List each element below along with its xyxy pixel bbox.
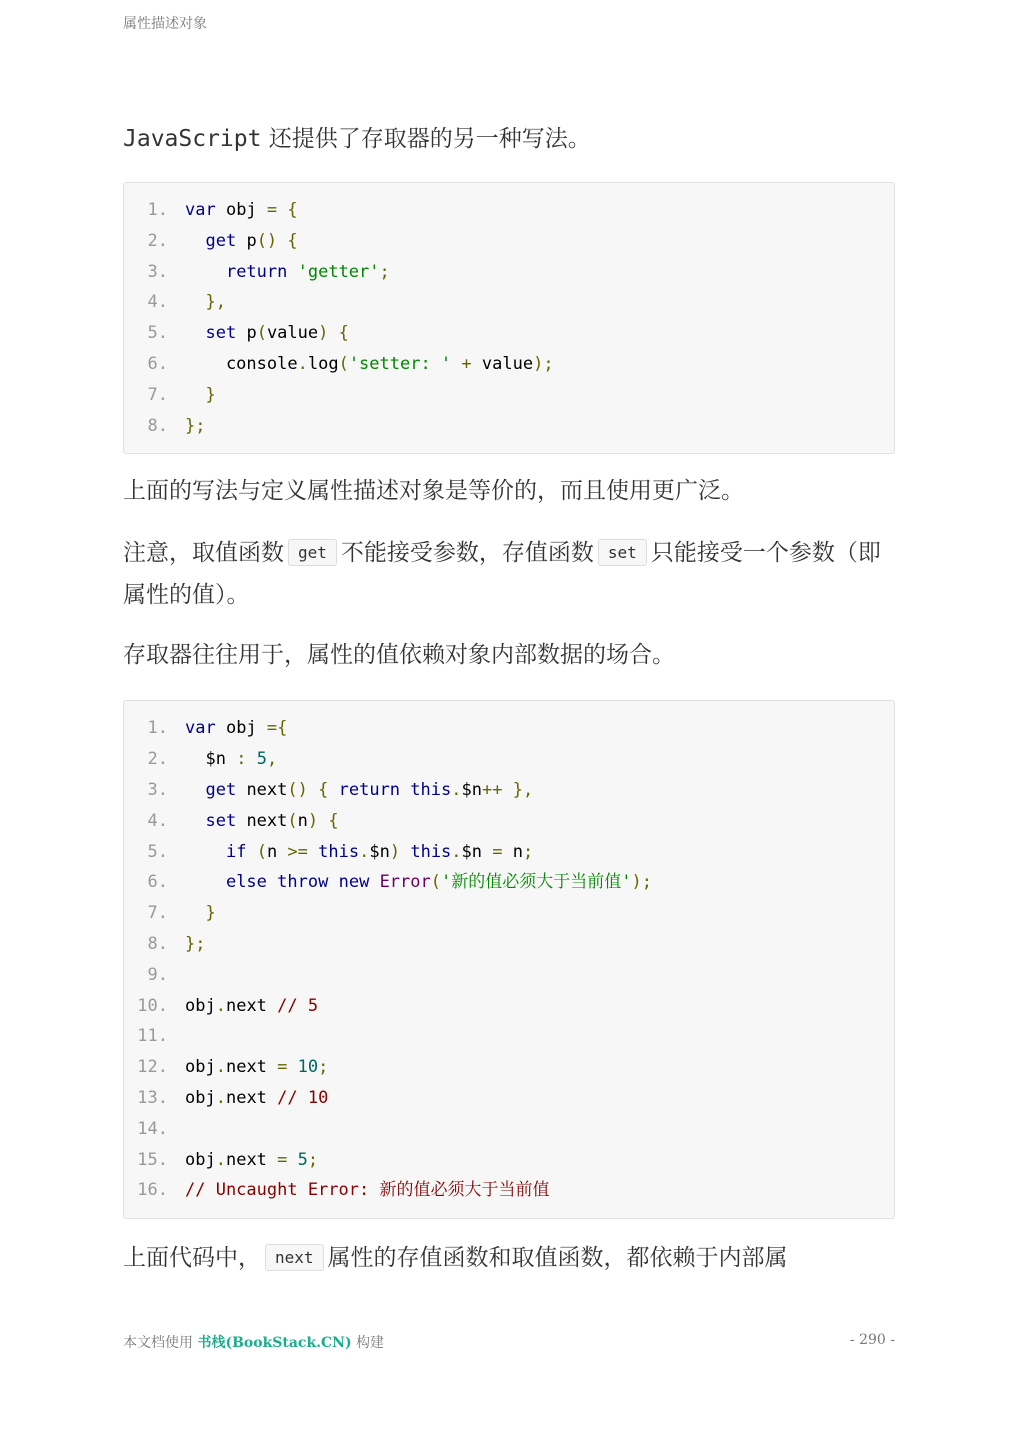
line-number: 10. (137, 995, 168, 1016)
code-token: } (205, 903, 216, 924)
code-line (124, 898, 894, 929)
code-text (185, 806, 339, 837)
code-token: return (338, 779, 401, 800)
code-token: , (266, 749, 278, 770)
footer-prefix: 本文档使用 (123, 1335, 198, 1351)
code-token: 'getter' (297, 261, 380, 282)
code-token: . (451, 779, 462, 800)
code-token: else (225, 872, 267, 893)
code-line (124, 195, 894, 226)
code-token: ); (533, 353, 554, 374)
code-token: get (205, 779, 237, 800)
code-token (185, 811, 205, 831)
code-token: }; (185, 933, 206, 954)
code-token: () (287, 779, 308, 800)
line-number: 5. (147, 323, 168, 344)
code-line (124, 1114, 894, 1145)
code-token (185, 872, 226, 892)
inline-code-set: set (598, 539, 647, 566)
paragraph-equivalence: 上面的写法与定义属性描述对象是等价的，而且使用更广泛。 (123, 478, 744, 505)
line-number: 6. (147, 353, 168, 374)
code-text (185, 226, 298, 257)
code-token: if (225, 841, 247, 862)
code-token: + (461, 353, 472, 374)
line-number: 1. (147, 718, 168, 739)
code-token: ( (256, 841, 267, 862)
code-token: ; (307, 1149, 319, 1170)
code-token: log (307, 353, 339, 374)
code-token: ; (318, 1057, 329, 1078)
code-token (287, 1150, 297, 1170)
code-token: }, (205, 292, 226, 313)
code-text (185, 318, 349, 349)
note-text-3: 只能接受一个参数（即属性的值）。 (123, 540, 881, 609)
code-token: n (502, 841, 523, 862)
code-token: } (205, 384, 216, 405)
code-token: obj (215, 200, 267, 220)
code-token (287, 262, 297, 282)
code-line (124, 806, 894, 837)
code-token: Error (379, 872, 431, 893)
code-line (124, 867, 894, 898)
code-token: ++ (481, 779, 503, 800)
page-header: 属性描述对象 (123, 16, 207, 32)
code-line (124, 287, 894, 318)
code-text (185, 1021, 195, 1052)
code-text (185, 898, 216, 929)
code-block-accessor (123, 182, 895, 454)
code-token: next (236, 779, 288, 800)
page-footer (123, 1332, 384, 1352)
line-number: 2. (147, 230, 168, 251)
code-token: () (256, 230, 278, 251)
line-number: 8. (147, 933, 168, 954)
code-text (185, 837, 533, 868)
code-token: var (185, 200, 216, 220)
code-token (400, 842, 410, 862)
line-number: 4. (147, 810, 168, 831)
code-token: 5 (256, 749, 267, 770)
code-token: obj (185, 1149, 216, 1170)
code-token (277, 200, 287, 220)
line-number: 7. (147, 384, 168, 405)
code-line (124, 929, 894, 960)
paragraph-usage: 存取器往往用于，属性的值依赖对象内部数据的场合。 (123, 642, 675, 669)
code-token: { (338, 323, 349, 344)
code-token: this (410, 779, 452, 800)
code-line (124, 349, 894, 380)
line-number: 2. (147, 749, 168, 770)
code-token: n (297, 810, 308, 831)
line-number: 12. (137, 1057, 168, 1078)
explanation-text-1: 上面代码中， (123, 1245, 261, 1272)
code-token (451, 354, 461, 374)
code-text (185, 713, 287, 744)
line-number: 9. (147, 964, 168, 985)
code-token (277, 231, 287, 251)
code-token (287, 1057, 297, 1077)
code-token: next (236, 810, 288, 831)
code-token: // 5 (277, 995, 319, 1016)
code-token (185, 903, 205, 923)
code-token: value (471, 353, 534, 374)
code-token: ) (307, 810, 319, 831)
code-token: next (225, 995, 278, 1016)
code-token: . (451, 841, 462, 862)
code-token: = (266, 200, 278, 220)
code-token: = (277, 1149, 288, 1170)
code-token: return (225, 261, 288, 282)
page-number: - 290 - (849, 1332, 895, 1348)
paragraph-note (123, 532, 895, 616)
code-token: set (205, 323, 237, 344)
code-token: obj (185, 1087, 216, 1108)
code-line (124, 1145, 894, 1176)
code-line (124, 1083, 894, 1114)
line-number: 14. (137, 1118, 168, 1139)
code-line (124, 775, 894, 806)
code-token: var (185, 718, 216, 739)
paragraph-explanation (123, 1237, 895, 1279)
code-text (185, 1052, 328, 1083)
code-token: set (205, 810, 237, 831)
line-number: 1. (147, 200, 168, 220)
code-text (185, 349, 554, 380)
code-token: // Uncaught Error: 新的值必须大于当前值 (185, 1180, 550, 1201)
bookstack-link[interactable]: 书栈(BookStack.CN) (197, 1335, 352, 1351)
code-token (502, 780, 512, 800)
code-token: { (287, 230, 298, 251)
code-token (185, 780, 205, 800)
code-token: ; (379, 261, 390, 282)
note-text-1: 注意，取值函数 (123, 540, 284, 567)
code-line (124, 411, 894, 442)
code-token: 5 (297, 1149, 308, 1170)
code-line (124, 1052, 894, 1083)
document-body (123, 118, 895, 1279)
code-token: ) (318, 323, 329, 344)
code-line (124, 257, 894, 288)
code-token: = (277, 1057, 288, 1078)
line-number: 6. (147, 872, 168, 893)
code-line (124, 744, 894, 775)
code-token: new (338, 872, 370, 893)
inline-code-get: get (288, 539, 337, 566)
line-number: 7. (147, 903, 168, 924)
code-line (124, 226, 894, 257)
code-token (185, 842, 226, 862)
code-token: next (225, 1057, 278, 1078)
paragraph-intro (123, 118, 895, 160)
code-token: ) (389, 841, 401, 862)
code-token: 'setter: ' (348, 353, 452, 374)
code-token (185, 292, 205, 312)
code-token: ( (256, 323, 267, 344)
code-token (328, 872, 338, 892)
code-token: $n (185, 749, 237, 770)
line-number: 8. (147, 415, 168, 436)
code-token (308, 842, 318, 862)
code-token (185, 323, 205, 343)
code-text (185, 991, 318, 1022)
code-token (185, 231, 205, 251)
code-token (246, 842, 256, 862)
code-token: = (492, 841, 503, 862)
code-token (400, 780, 410, 800)
code-token: // 10 (277, 1087, 329, 1108)
code-token: { (287, 200, 298, 220)
code-token: $n (369, 841, 390, 862)
code-token (328, 780, 338, 800)
code-token (185, 262, 226, 282)
code-token: $n (461, 779, 482, 800)
note-text-2: 不能接受参数，存值函数 (340, 540, 594, 567)
line-number: 3. (147, 261, 168, 282)
code-token: ; (523, 841, 534, 862)
code-token: console (185, 353, 298, 374)
code-token: 10 (297, 1057, 319, 1078)
line-number: 5. (147, 841, 168, 862)
code-text (185, 775, 533, 806)
code-token (308, 780, 318, 800)
code-token: p (236, 323, 257, 344)
code-text (185, 929, 205, 960)
javascript-term: JavaScript (123, 126, 262, 152)
code-token: value (266, 323, 319, 344)
line-number: 4. (147, 292, 168, 313)
code-text (185, 257, 390, 288)
code-token: $n (461, 841, 493, 862)
code-line (124, 1021, 894, 1052)
line-number: 11. (137, 1026, 168, 1047)
code-token: this (318, 841, 360, 862)
paragraph-intro-text: 还提供了存取器的另一种写法。 (261, 126, 591, 152)
code-line (124, 380, 894, 411)
code-token: . (359, 841, 370, 862)
code-text (185, 287, 226, 318)
code-token (267, 872, 277, 892)
code-token: p (236, 230, 257, 251)
line-number: 15. (137, 1149, 168, 1170)
code-token: . (297, 353, 308, 374)
code-token: n (266, 841, 288, 862)
code-token: next (225, 1149, 278, 1170)
code-text (185, 1145, 318, 1176)
code-token: : (236, 749, 247, 770)
code-token: ( (287, 810, 298, 831)
code-token: . (215, 995, 226, 1016)
code-line (124, 991, 894, 1022)
code-line (124, 713, 894, 744)
code-token: ( (338, 353, 349, 374)
line-number: 13. (137, 1087, 168, 1108)
inline-code-next: next (265, 1244, 324, 1271)
code-token (318, 811, 328, 831)
code-token (185, 385, 205, 405)
code-text (185, 1175, 549, 1206)
explanation-text-2: 属性的存值函数和取值函数，都依赖于内部属 (327, 1245, 788, 1272)
code-block-next (123, 700, 895, 1219)
code-text (185, 960, 195, 991)
code-token: ={ (266, 718, 288, 739)
code-token: throw (277, 872, 329, 893)
code-token: obj (185, 995, 216, 1016)
code-token: obj (215, 718, 267, 739)
code-text (185, 867, 652, 898)
code-token: }; (185, 415, 206, 436)
code-line (124, 1175, 894, 1206)
code-token (328, 323, 338, 343)
code-token: this (410, 841, 452, 862)
code-line (124, 837, 894, 868)
line-number: 16. (137, 1180, 168, 1201)
code-line (124, 318, 894, 349)
code-token: obj (185, 1057, 216, 1078)
code-token (246, 749, 256, 769)
line-number: 3. (147, 779, 168, 800)
code-token: ); (631, 872, 652, 893)
code-token: >= (287, 841, 308, 862)
code-text (185, 380, 216, 411)
code-token (369, 872, 379, 892)
code-token: . (215, 1057, 226, 1078)
code-token: { (318, 779, 329, 800)
code-text (185, 195, 298, 226)
code-token: . (215, 1149, 226, 1170)
code-token: . (215, 1087, 226, 1108)
code-text (185, 1114, 195, 1145)
code-token: { (328, 810, 339, 831)
code-token: ( (430, 872, 441, 893)
code-text (185, 744, 277, 775)
code-token: next (225, 1087, 278, 1108)
code-text (185, 1083, 328, 1114)
code-token: get (205, 230, 237, 251)
footer-suffix: 构建 (351, 1335, 385, 1351)
code-line (124, 960, 894, 991)
code-token: }, (512, 779, 534, 800)
code-token: '新的值必须大于当前值' (441, 872, 632, 893)
code-text (185, 411, 205, 442)
